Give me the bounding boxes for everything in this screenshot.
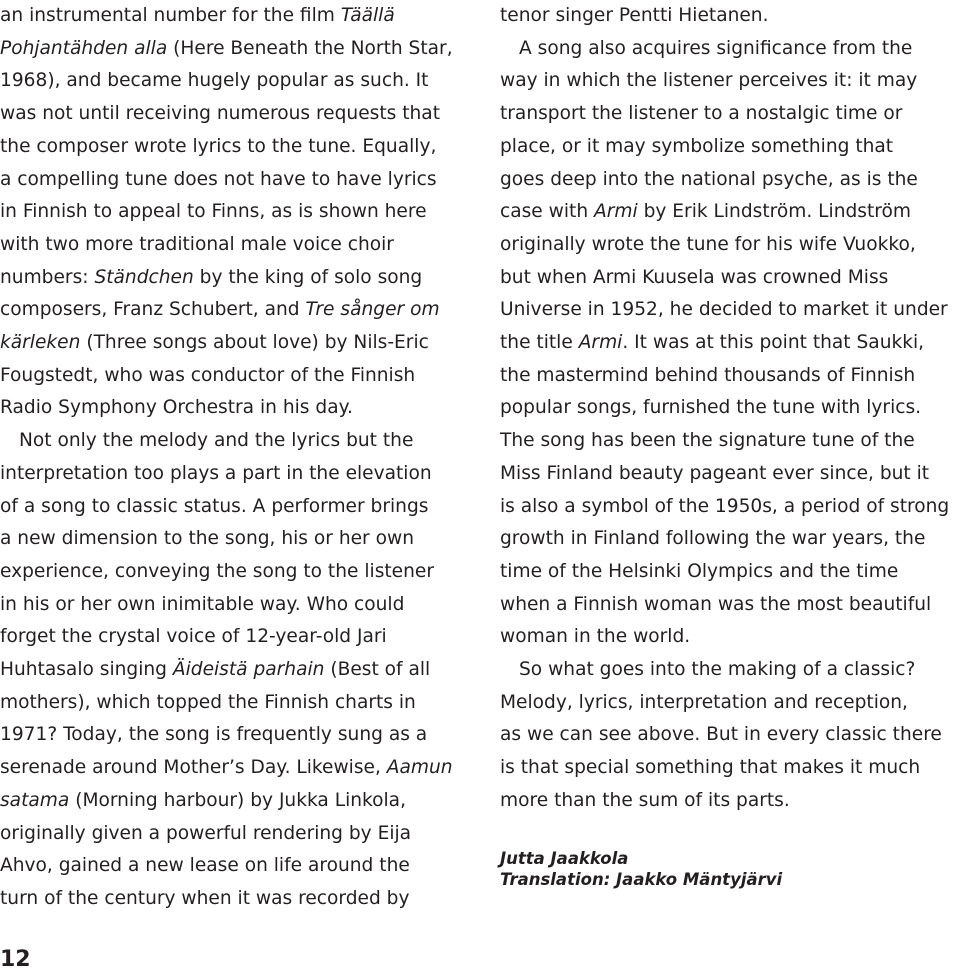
body-text: originally given a powerful rendering by Eija	[0, 822, 412, 844]
body-text: time of the Helsinki Olympics and the time	[500, 560, 899, 582]
body-text: Not only the melody and the lyrics but the	[19, 430, 414, 452]
text-line	[500, 491, 955, 524]
body-text: as we can see above. But in every classic there	[500, 724, 942, 746]
body-text: place, or it may symbolize something that	[500, 135, 894, 157]
body-text: Radio Symphony Orchestra in his day.	[0, 397, 353, 419]
body-text: forget the crystal voice of 12-year-old Jari	[0, 626, 387, 648]
text-line	[500, 196, 955, 229]
body-text: a compelling tune does not have to have lyrics	[0, 168, 437, 190]
text-line	[0, 262, 452, 295]
body-text: Huhtasalo singing	[0, 659, 173, 681]
body-text: (Here Beneath the North Star,	[167, 37, 453, 59]
text-line	[500, 425, 955, 458]
italic-title-text: kärleken	[0, 332, 81, 354]
text-line	[0, 131, 452, 164]
body-text: numbers:	[0, 266, 95, 288]
text-line	[0, 458, 452, 491]
body-text: by the king of solo song	[193, 266, 423, 288]
body-text: mothers), which topped the Finnish charts in	[0, 691, 416, 713]
text-line	[500, 98, 955, 131]
text-line	[0, 556, 452, 589]
text-line	[500, 360, 955, 393]
text-line	[500, 327, 955, 360]
body-text: woman in the world.	[500, 626, 691, 648]
body-text: composers, Franz Schubert, and	[0, 299, 306, 321]
italic-title-text: Tre sånger om	[305, 299, 440, 321]
body-text: So what goes into the making of a classic?	[519, 659, 916, 681]
body-text: more than the sum of its parts.	[500, 789, 790, 811]
body-text: transport the listener to a nostalgic time or	[500, 103, 903, 125]
italic-title-text: Ständchen	[94, 266, 194, 288]
text-line	[0, 818, 452, 851]
body-text: Fougstedt, who was conductor of the Finnish	[0, 364, 416, 386]
text-line	[0, 654, 452, 687]
right-text-column	[500, 0, 955, 818]
body-text: . It was at this point that Saukki,	[622, 332, 925, 354]
text-line	[500, 458, 955, 491]
body-text: when a Finnish woman was the most beautiful	[500, 593, 932, 615]
text-line	[0, 621, 452, 654]
text-line	[0, 719, 452, 752]
page-number: 12	[0, 947, 31, 972]
body-text: the title	[500, 332, 579, 354]
body-text: tenor singer Pentti Hietanen.	[500, 5, 769, 26]
body-text: case with	[500, 201, 595, 223]
body-text: goes deep into the national psyche, as is the	[500, 168, 918, 190]
body-text: but when Armi Kuusela was crowned Miss	[500, 266, 889, 288]
text-line	[0, 392, 452, 425]
body-text: Miss Finland beauty pageant ever since, but it	[500, 462, 930, 484]
body-text: (Morning harbour) by Jukka Linkola,	[69, 789, 406, 811]
body-text: Ahvo, gained a new lease on life around the	[0, 855, 410, 877]
body-text: The song has been the signature tune of the	[500, 430, 915, 452]
italic-title-text: Täällä	[340, 5, 395, 26]
text-line	[500, 0, 955, 33]
body-text: in his or her own inimitable way. Who could	[0, 593, 405, 615]
text-line	[0, 850, 452, 883]
body-text: by Erik Lindström. Lindström	[637, 201, 911, 223]
italic-title-text: Armi	[594, 201, 638, 223]
italic-title-text: satama	[0, 789, 70, 811]
text-line	[500, 229, 955, 262]
body-text: originally wrote the tune for his wife Vuokko,	[500, 233, 916, 255]
text-line	[500, 33, 955, 66]
text-line	[0, 229, 452, 262]
text-line	[0, 360, 452, 393]
body-text: a new dimension to the song, his or her own	[0, 528, 414, 550]
body-text: Melody, lyrics, interpretation and reception,	[500, 691, 908, 713]
text-line	[0, 327, 452, 360]
italic-title-text: Aamun	[386, 757, 453, 779]
body-text: turn of the century when it was recorded by	[0, 887, 410, 909]
text-line	[0, 491, 452, 524]
body-text: experience, conveying the song to the listener	[0, 560, 434, 582]
text-line	[0, 196, 452, 229]
text-line	[0, 523, 452, 556]
text-line	[0, 687, 452, 720]
text-line	[0, 294, 452, 327]
text-line	[0, 164, 452, 197]
text-line	[500, 687, 955, 720]
author-byline: Jutta Jaakkola	[500, 849, 629, 868]
body-text: the composer wrote lyrics to the tune. Equally,	[0, 135, 437, 157]
body-text: is that special something that makes it much	[500, 757, 921, 779]
italic-title-text: Äideistä parhain	[172, 659, 325, 681]
body-text: is also a symbol of the 1950s, a period of strong	[500, 495, 950, 517]
body-text: (Best of all	[324, 659, 431, 681]
text-line	[500, 654, 955, 687]
body-text: of a song to classic status. A performer brings	[0, 495, 429, 517]
text-line	[0, 98, 452, 131]
body-text: with two more traditional male voice choir	[0, 233, 394, 255]
text-line	[500, 523, 955, 556]
body-text: growth in Finland following the war years, the	[500, 528, 926, 550]
body-text: A song also acquires significance from the	[519, 37, 913, 59]
text-line	[500, 589, 955, 622]
body-text: (Three songs about love) by Nils-Eric	[80, 332, 429, 354]
body-text: 1968), and became hugely popular as such. It	[0, 70, 429, 92]
text-line	[500, 752, 955, 785]
body-text: was not until receiving numerous requests that	[0, 103, 440, 125]
body-text: the mastermind behind thousands of Finnish	[500, 364, 916, 386]
body-text: interpretation too plays a part in the elevation	[0, 462, 432, 484]
text-line	[0, 785, 452, 818]
text-line	[500, 294, 955, 327]
text-line	[500, 262, 955, 295]
body-text: an instrumental number for the film	[0, 5, 341, 26]
text-line	[500, 164, 955, 197]
body-text: serenade around Mother’s Day. Likewise,	[0, 757, 387, 779]
text-line	[0, 752, 452, 785]
translator-byline: Translation: Jaakko Mäntyjärvi	[500, 870, 783, 889]
text-line	[500, 719, 955, 752]
text-line	[0, 425, 452, 458]
body-text: popular songs, furnished the tune with lyrics.	[500, 397, 922, 419]
text-line	[0, 65, 452, 98]
text-line	[0, 883, 452, 916]
text-line	[500, 556, 955, 589]
body-text: way in which the listener perceives it: it may	[500, 70, 918, 92]
body-text: Universe in 1952, he decided to market it under	[500, 299, 948, 321]
left-text-column	[0, 0, 452, 916]
text-line	[0, 589, 452, 622]
text-line	[500, 65, 955, 98]
text-line	[500, 392, 955, 425]
italic-title-text: Armi	[578, 332, 623, 354]
text-line	[500, 131, 955, 164]
text-line	[0, 33, 452, 66]
text-line	[500, 785, 955, 818]
text-line	[500, 621, 955, 654]
body-text: in Finnish to appeal to Finns, as is shown here	[0, 201, 427, 223]
italic-title-text: Pohjantähden alla	[0, 37, 168, 59]
body-text: 1971? Today, the song is frequently sung as a	[0, 724, 428, 746]
text-line	[0, 0, 452, 33]
